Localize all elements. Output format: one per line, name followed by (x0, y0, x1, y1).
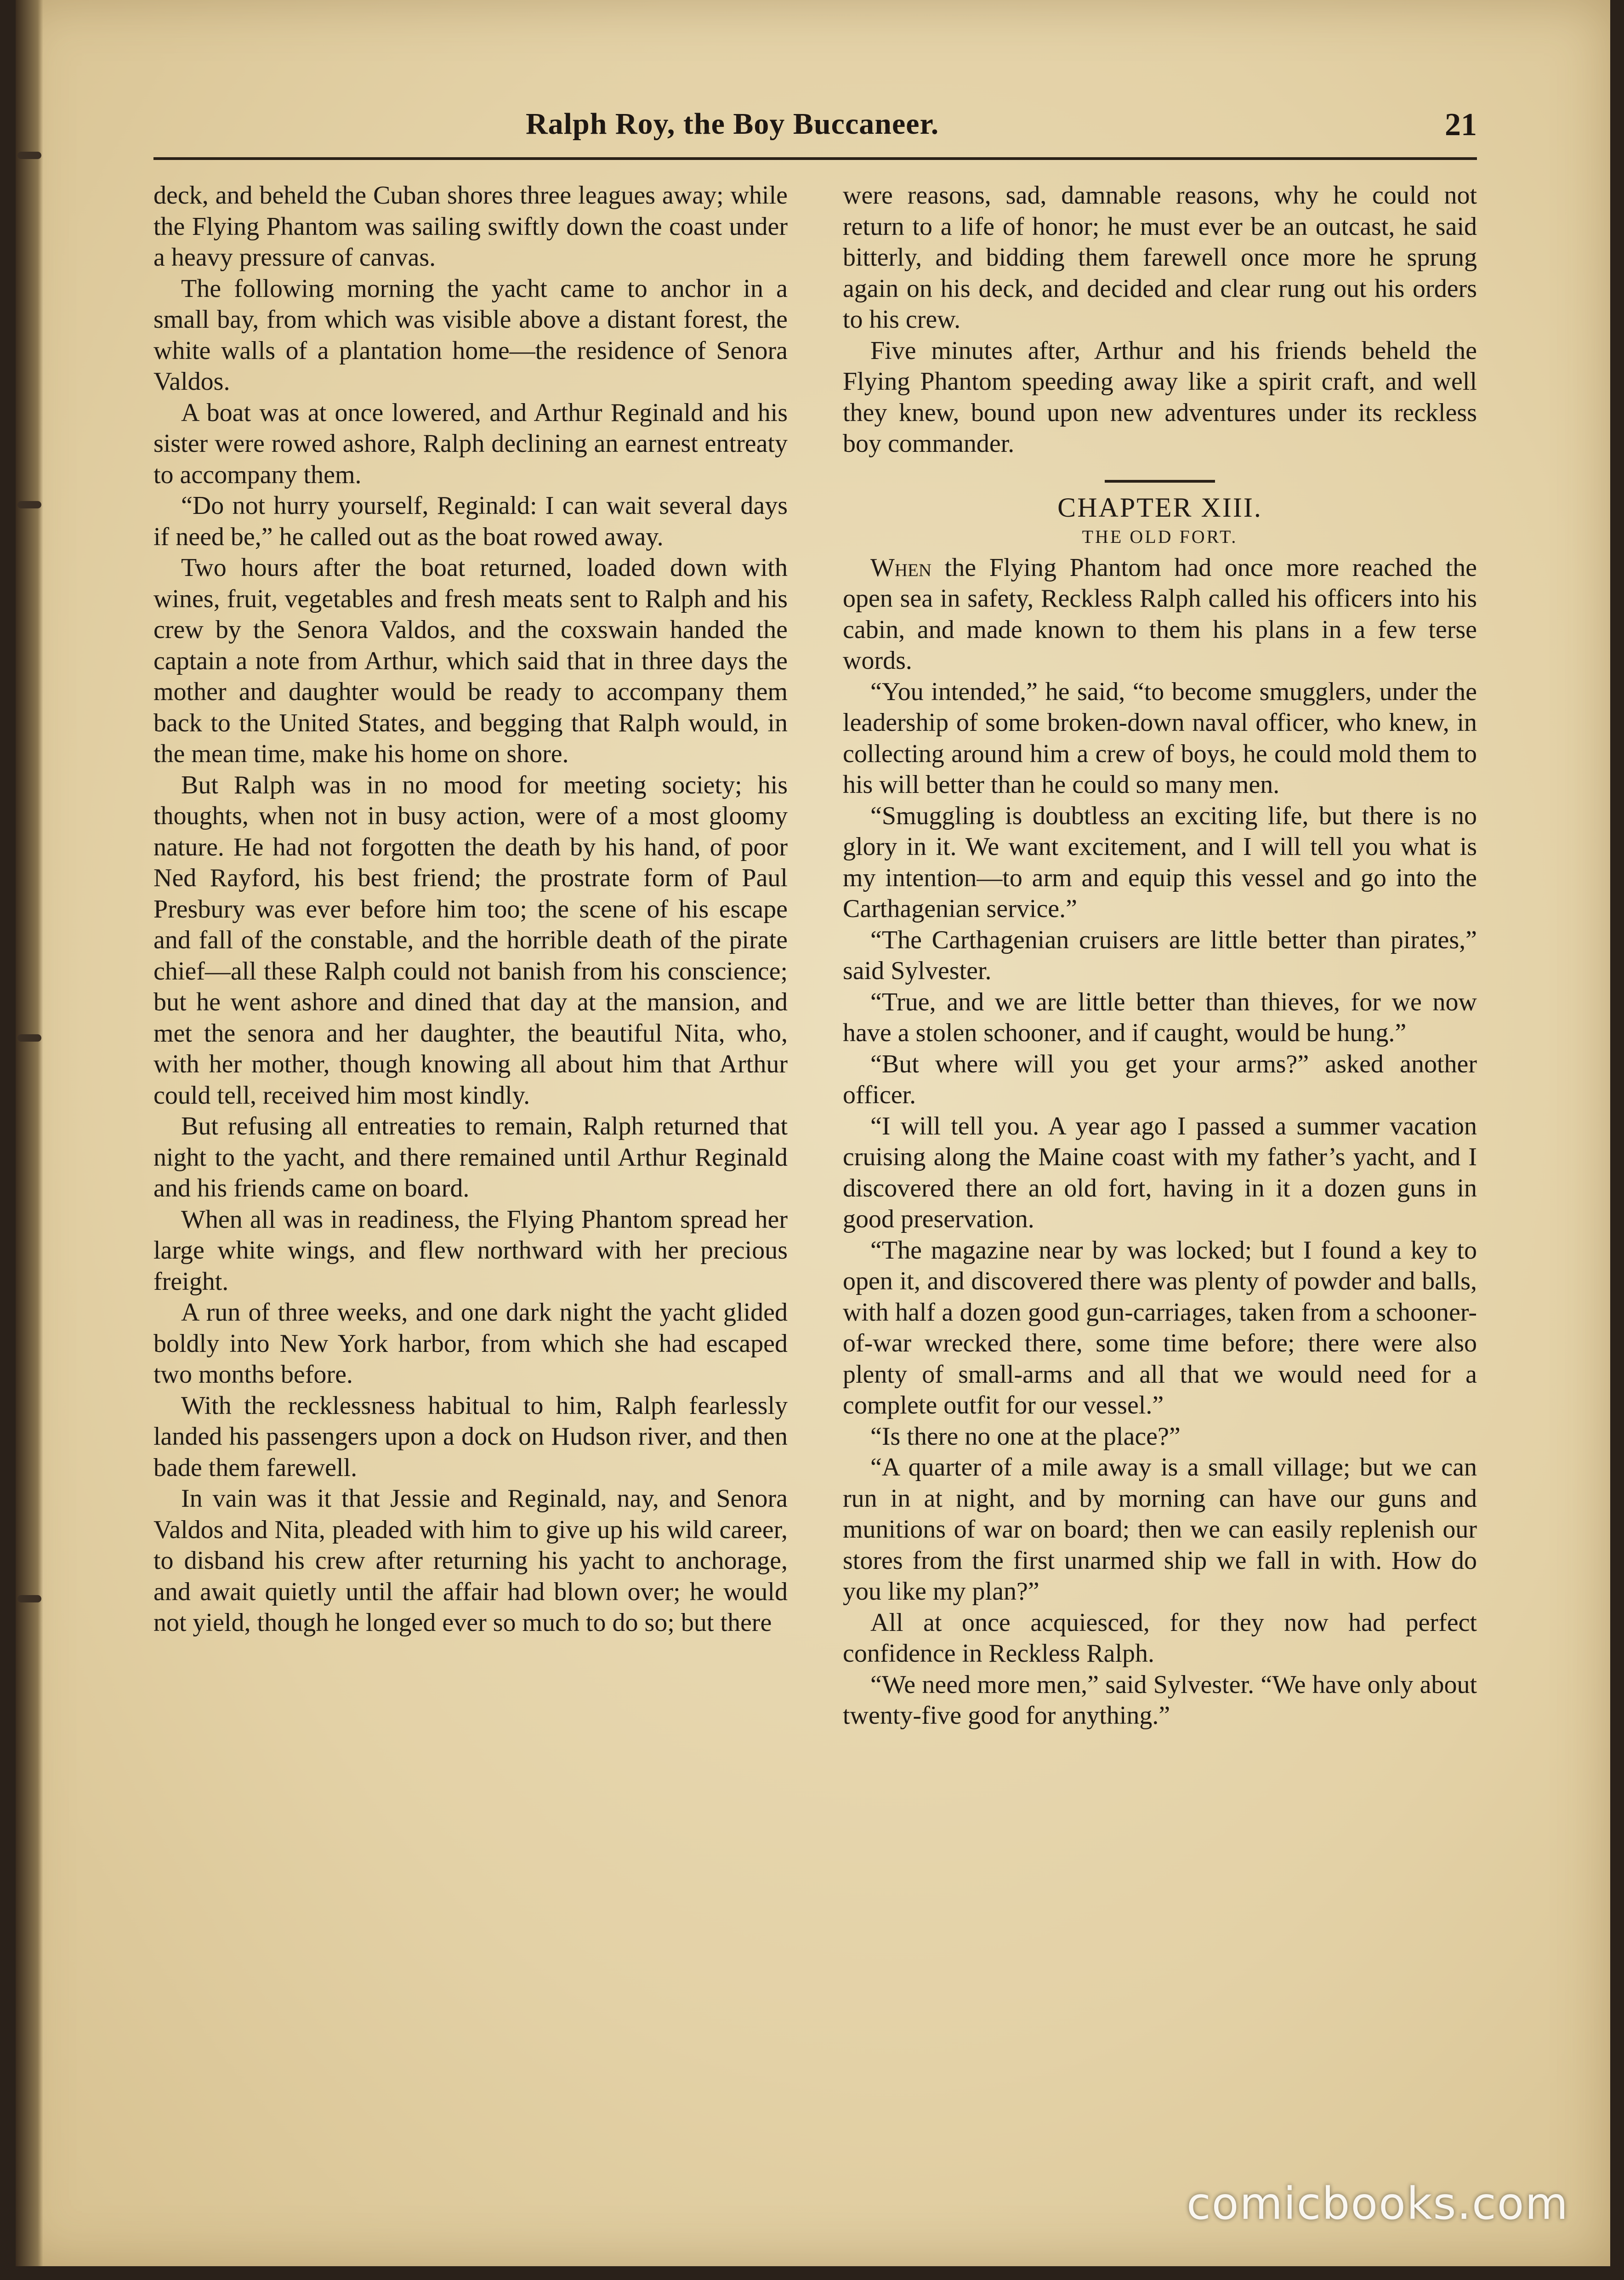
right-column (843, 180, 1477, 1732)
paragraph-text: the Flying Phantom had once more reached the open sea in safety, Reckless Ralph called his officers into his cabin, and made known to them his plans in a few terse words. (843, 553, 1477, 675)
paragraph: With the recklessness habitual to him, Ralph fearlessly landed his passengers upon a dock on Hudson river, and then bade them farewell. (153, 1391, 788, 1482)
paragraph: A run of three weeks, and one dark night the yacht glided boldly into New York harbor, from which she had escaped two months before. (153, 1298, 788, 1389)
paragraph: “We need more men,” said Sylvester. “We have only about twenty-five good for anything.” (843, 1670, 1477, 1730)
magazine-page (16, 0, 1610, 2266)
binding-staple (17, 152, 41, 159)
paragraph: All at once acquiesced, for they now had perfect confidence in Reckless Ralph. (843, 1608, 1477, 1668)
running-title: Ralph Roy, the Boy Buccaneer. (526, 107, 939, 141)
paragraph: “True, and we are little better than thieves, for we now have a stolen schooner, and if caught, would be hung.” (843, 987, 1477, 1047)
binding-staple (17, 1034, 41, 1042)
paragraph: When all was in readiness, the Flying Phantom spread her large white wings, and flew northward with her precious freight. (153, 1205, 788, 1296)
paragraph: “A quarter of a mile away is a small village; but we can run in at night, and by morning can have our guns and munitions of war on board; then we can easily replenish our stores from the first unarmed ship we fall in with. How do you like my plan?” (843, 1453, 1477, 1606)
paragraph: Five minutes after, Arthur and his friends beheld the Flying Phantom speeding away like a spirit craft, and well they knew, bound upon new adventures under its reckless boy commander. (843, 336, 1477, 458)
paragraph: The following morning the yacht came to anchor in a small bay, from which was visible above a distant forest, the white walls of a plantation home—the residence of Senora Valdos. (153, 274, 788, 396)
paragraph: But Ralph was in no mood for meeting society; his thoughts, when not in busy action, were of a most gloomy nature. He had not forgotten the death by his hand, of poor Ned Rayford, his best friend; the prostrate form of Paul Presbury was ever before him too; the scene of his escape and fall of the constable, and the horrible death of the pirate chief—all these Ralph could not banish from his conscience; but he went ashore and dined that day at the mansion, and met the senora and her daughter, the beautiful Nita, who, with her mother, though knowing all about him that Arthur could tell, received him most kindly. (153, 770, 788, 1110)
paragraph: “But where will you get your arms?” asked another officer. (843, 1049, 1477, 1109)
paragraph: “You intended,” he said, “to become smugglers, under the leadership of some broken-down naval officer, who knew, in collecting around him a crew of boys, he could mold them to his will better than he could so many men. (843, 677, 1477, 799)
chapter-opening-paragraph (843, 553, 1477, 677)
page-number: 21 (1445, 107, 1477, 142)
left-column (153, 180, 788, 1639)
drop-word: When (870, 553, 932, 582)
binding-staple (17, 1595, 41, 1602)
paragraph: “Is there no one at the place?” (870, 1422, 1181, 1451)
paragraph: “I will tell you. A year ago I passed a summer vacation cruising along the Maine coast with my father’s yacht, and I discovered there an old fort, having in it a dozen guns in good preservation. (843, 1112, 1477, 1233)
paragraph: A boat was at once lowered, and Arthur Reginald and his sister were rowed ashore, Ralph declining an earnest entreaty to accompany them. (153, 398, 788, 489)
chapter-divider (1105, 480, 1215, 483)
page-header (153, 107, 1477, 160)
chapter-subtitle: THE OLD FORT. (1082, 526, 1238, 547)
paragraph: Two hours after the boat returned, loaded down with wines, fruit, vegetables and fresh meats sent to Ralph and his crew by the Senora Valdos, and the coxswain handed the captain a note from Arthur, which said that in three days the mother and daughter would be ready to accompany them back to the United States, and begging that Ralph would, in the mean time, make his home on shore. (153, 553, 788, 768)
binding-staple (17, 501, 41, 508)
paragraph: But refusing all entreaties to remain, Ralph returned that night to the yacht, and there remained until Arthur Reginald and his friends came on board. (153, 1112, 788, 1203)
chapter-heading: CHAPTER XIII. (1057, 492, 1262, 523)
paragraph: “The Carthagenian cruisers are little better than pirates,” said Sylvester. (843, 925, 1477, 985)
paragraph: In vain was it that Jessie and Reginald, nay, and Senora Valdos and Nita, pleaded with him to give up his wild career, to disband his crew after returning his yacht to anchorage, and await quietly until the affair had blown over; he would not yield, though he longed ever so much to do so; but there (153, 1484, 788, 1637)
paragraph: deck, and beheld the Cuban shores three leagues away; while the Flying Phantom was sailing swiftly down the coast under a heavy pressure of canvas. (153, 181, 788, 272)
paragraph: were reasons, sad, damnable reasons, why he could not return to a life of honor; he must ever be an outcast, he said bitterly, and bidding them farewell once more he sprung again on his deck, and decided and clear rung out his orders to his crew. (843, 181, 1477, 334)
paragraph: “Smuggling is doubtless an exciting life, but there is no glory in it. We want excitement, and I will tell you what is my intention—to arm and equip this vessel and go into the Carthagenian service.” (843, 801, 1477, 923)
paragraph: “Do not hurry yourself, Reginald: I can wait several days if need be,” he called out as the boat rowed away. (153, 491, 788, 551)
paragraph: “The magazine near by was locked; but I found a key to open it, and discovered there was plenty of powder and balls, with half a dozen good gun-carriages, taken from a schooner-of-war wrecked there, some time before; there were also plenty of small-arms and all that we would need for a complete outfit for our vessel.” (843, 1236, 1477, 1419)
page-binding (16, 0, 43, 2266)
site-watermark: comicbooks.com (1186, 2178, 1569, 2229)
